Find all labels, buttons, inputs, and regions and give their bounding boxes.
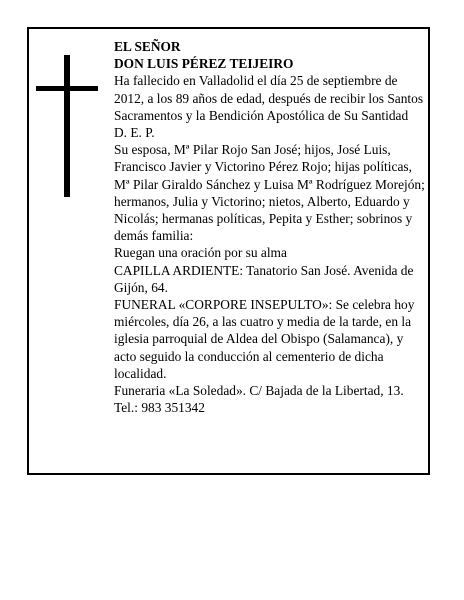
funeral-chapel: CAPILLA ARDIENTE: Tanatorio San José. Avenida de Gijón, 64. (114, 262, 414, 295)
cross-horizontal-bar (36, 86, 98, 91)
rip-line: D. E. P. (114, 125, 155, 141)
cross-icon (36, 55, 98, 197)
funeral-home: Funeraria «La Soledad». C/ Bajada de la Libertad, 13. Tel.: 983 351342 (114, 383, 404, 416)
deceased-name: DON LUIS PÉREZ TEIJEIRO (114, 56, 294, 72)
prayer-request: Ruegan una oración por su alma (114, 245, 287, 261)
death-announcement: Ha fallecido en Valladolid el día 25 de septiembre de 2012, a los 89 años de edad, después de recibir los Santos Sacramentos y la Bendición Apostólica de Su Santidad (114, 73, 424, 123)
cross-vertical-bar (64, 55, 70, 197)
heading-title: EL SEÑOR (114, 39, 181, 54)
funeral-service: FUNERAL «CORPORE INSEPULTO»: Se celebra hoy miércoles, día 26, a las cuatro y media de la tarde, en la iglesia parroquial de Aldea del Obispo (Salamanca), y acto seguido la conducción al cementerio de dicha localidad. (114, 297, 415, 381)
family-list: Su esposa, Mª Pilar Rojo San José; hijos, José Luis, Francisco Javier y Victorino Pérez Rojo; hijas políticas, Mª Pilar Giraldo Sánchez y Luisa Mª Rodríguez Morejón; hermanos, Julia y Victorino; nietos, Alberto, Eduardo y Nicolás; hermanas políticas, Pepita y Esther; sobrinos y demás familia: (114, 142, 425, 244)
obituary-text (114, 38, 426, 416)
